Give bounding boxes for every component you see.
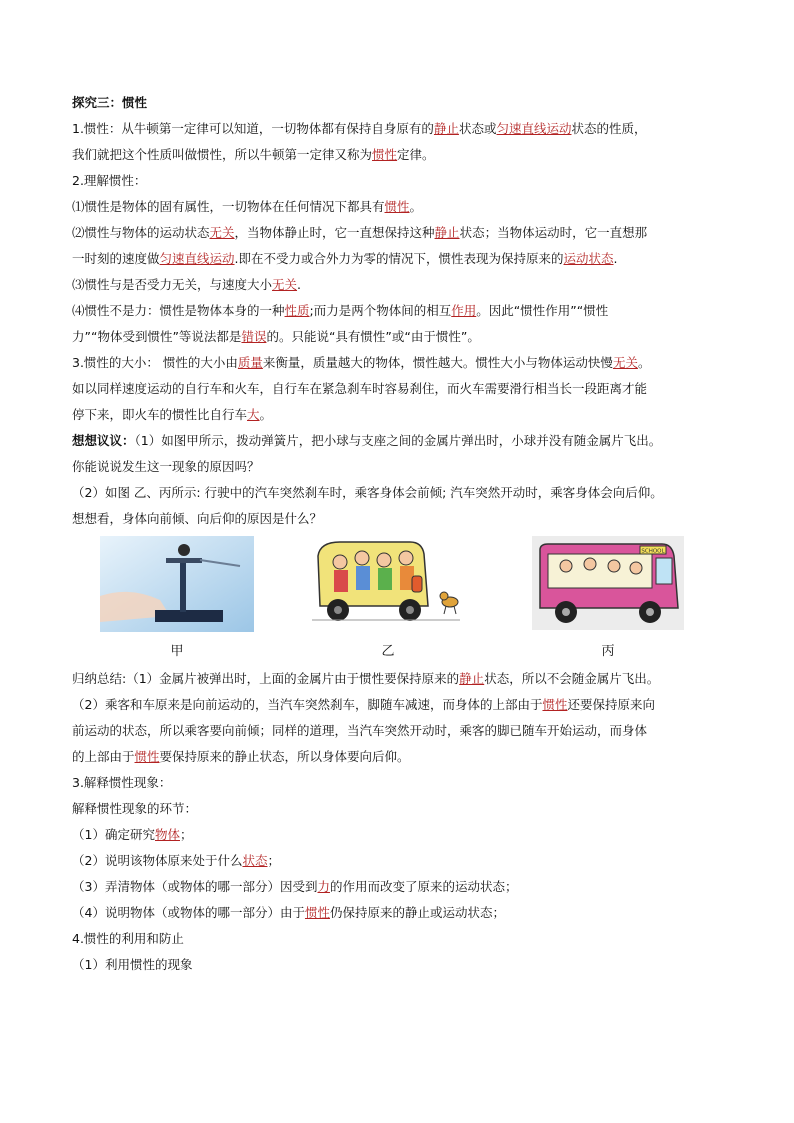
paragraph-line (72, 142, 732, 168)
paragraph-line: 想想看，身体向前倾、向后仰的原因是什么？ (72, 511, 323, 526)
paragraph-line (72, 744, 732, 770)
paragraph-line (72, 272, 732, 298)
paragraph-line: 如以同样速度运动的自行车和火车，自行车在紧急刹车时容易刹住，而火车需要滑行相当长一段距离才能 (72, 381, 648, 396)
paragraph-line (72, 428, 732, 454)
paragraph-line (72, 220, 732, 246)
section-title: 探究三：惯性 (72, 95, 148, 110)
school-sign-text: SCHOOL (641, 548, 665, 555)
figure-caption-yi: 乙 (381, 644, 395, 659)
answer-blank: 错误 (241, 329, 267, 344)
answer-blank: 运动状态 (563, 251, 614, 266)
paragraph-line (72, 350, 732, 376)
text: 状态；当物体运动时，它一直想那 (459, 225, 648, 240)
paragraph-line (72, 900, 732, 926)
paragraph-line: 解释惯性现象的环节： (72, 801, 198, 816)
answer-blank: 惯性 (542, 697, 568, 712)
answer-blank: 无关 (272, 277, 298, 292)
text: （1）如图甲所示，拨动弹簧片，把小球与支座之间的金属片弹出时，小球并没有随金属片飞出。 (134, 433, 662, 448)
text: ⑷惯性不是力：惯性是物体本身的一种 (72, 303, 285, 318)
text: 停下来，即火车的惯性比自行车 (72, 407, 248, 422)
subheading: 3.解释惯性现象： (72, 775, 172, 790)
text: 我们就把这个性质叫做惯性，所以牛顿第一定律又称为 (72, 147, 373, 162)
paragraph-line (72, 402, 732, 428)
answer-blank: 匀速直线运动 (496, 121, 572, 136)
text: .即在不受力或合外力为零的情况下，惯性表现为保持原来的 (234, 251, 564, 266)
text: 。 (637, 355, 651, 370)
text: ;而力是两个物体间的相互 (309, 303, 452, 318)
figure-caption-jia: 甲 (170, 644, 184, 659)
answer-blank: 惯性 (304, 905, 330, 920)
paragraph-line (72, 822, 732, 848)
text: 的。只能说“具有惯性”或“由于惯性”。 (266, 329, 480, 344)
paragraph-line (72, 194, 732, 220)
bold-label: 想想议议： (72, 433, 135, 448)
paragraph-line (72, 666, 732, 692)
paragraph-line (72, 324, 732, 350)
answer-blank: 静止 (433, 121, 459, 136)
answer-blank: 性质 (284, 303, 310, 318)
paragraph-line: （1）利用惯性的现象 (72, 957, 193, 972)
document-body (72, 90, 732, 978)
text: 一时刻的速度做 (72, 251, 160, 266)
answer-blank: 静止 (459, 671, 485, 686)
text: 还要保持原来向 (567, 697, 655, 712)
text: ⑴惯性是物体的固有属性，一切物体在任何情况下都具有 (72, 199, 385, 214)
subheading: 2.理解惯性： (72, 173, 147, 188)
answer-blank: 静止 (434, 225, 460, 240)
answer-blank: 物体 (154, 827, 180, 842)
text: 1.惯性：从牛顿第一定律可以知道，一切物体都有保持自身原有的 (72, 121, 434, 136)
spring-plate-apparatus-image (100, 536, 254, 632)
answer-blank: 匀速直线运动 (159, 251, 235, 266)
paragraph-line: （2）如图 乙、丙所示: 行驶中的汽车突然刹车时，乘客身体会前倾; 汽车突然开动时，乘客身体会向后仰。 (72, 485, 663, 500)
paragraph-line (72, 874, 732, 900)
paragraph-line (72, 848, 732, 874)
braking-car-image (310, 536, 466, 626)
answer-blank: 无关 (209, 225, 235, 240)
text: 的作用而改变了原来的运动状态； (329, 879, 518, 894)
text: 定律。 (397, 147, 435, 162)
text: （3）弄清物体（或物体的哪一部分）因受到 (72, 879, 318, 894)
text: ； (267, 853, 280, 868)
text: 状态的性质， (571, 121, 647, 136)
figure-row (72, 536, 732, 666)
text: 仍保持原来的静止或运动状态； (329, 905, 505, 920)
text: （2）说明该物体原来处于什么 (72, 853, 243, 868)
answer-blank: 状态 (242, 853, 268, 868)
answer-blank: 无关 (612, 355, 638, 370)
starting-bus-image (532, 536, 684, 630)
answer-blank: 惯性 (384, 199, 410, 214)
text: 。 (409, 199, 423, 214)
paragraph-line (72, 116, 732, 142)
text: ； (179, 827, 193, 842)
text: . (613, 251, 618, 266)
paragraph-line: 你能说说发生这一现象的原因吗？ (72, 459, 260, 474)
text: 。因此“惯性作用”“惯性 (476, 303, 609, 318)
subheading: 4.惯性的利用和防止 (72, 931, 184, 946)
text: （1）确定研究 (72, 827, 155, 842)
text: 力”“物体受到惯性”等说法都是 (72, 329, 242, 344)
text: 要保持原来的静止状态，所以身体要向后仰。 (159, 749, 410, 764)
paragraph-line (72, 246, 732, 272)
text: 状态，所以不会随金属片飞出。 (484, 671, 660, 686)
text: 的上部由于 (72, 749, 135, 764)
text: ⑵惯性与物体的运动状态 (72, 225, 210, 240)
text: 状态或 (458, 121, 497, 136)
text: （4）说明物体（或物体的哪一部分）由于 (72, 905, 305, 920)
text: 归纳总结:（1）金属片被弹出时，上面的金属片由于惯性要保持原来的 (72, 671, 460, 686)
answer-blank: 惯性 (134, 749, 160, 764)
text: 。 (259, 407, 273, 422)
text: 来衡量，质量越大的物体，惯性越大。惯性大小与物体运动快慢 (262, 355, 613, 370)
answer-blank: 质量 (237, 355, 263, 370)
paragraph-line: 前运动的状态，所以乘客要向前倾；同样的道理，当汽车突然开动时，乘客的脚已随车开始运动，而身体 (72, 723, 648, 738)
text: （2）乘客和车原来是向前运动的，当汽车突然刹车，脚随车减速，而身体的上部由于 (72, 697, 543, 712)
figure-caption-bing: 丙 (601, 644, 615, 659)
answer-blank: 力 (317, 879, 330, 894)
text: 3.惯性的大小： 惯性的大小由 (72, 355, 238, 370)
paragraph-line (72, 298, 732, 324)
answer-blank: 大 (247, 407, 260, 422)
text: ⑶惯性与是否受力无关，与速度大小 (72, 277, 273, 292)
answer-blank: 作用 (451, 303, 477, 318)
text: ，当物体静止时，它一直想保持这种 (234, 225, 435, 240)
answer-blank: 惯性 (372, 147, 398, 162)
text: . (297, 277, 302, 292)
paragraph-line (72, 692, 732, 718)
